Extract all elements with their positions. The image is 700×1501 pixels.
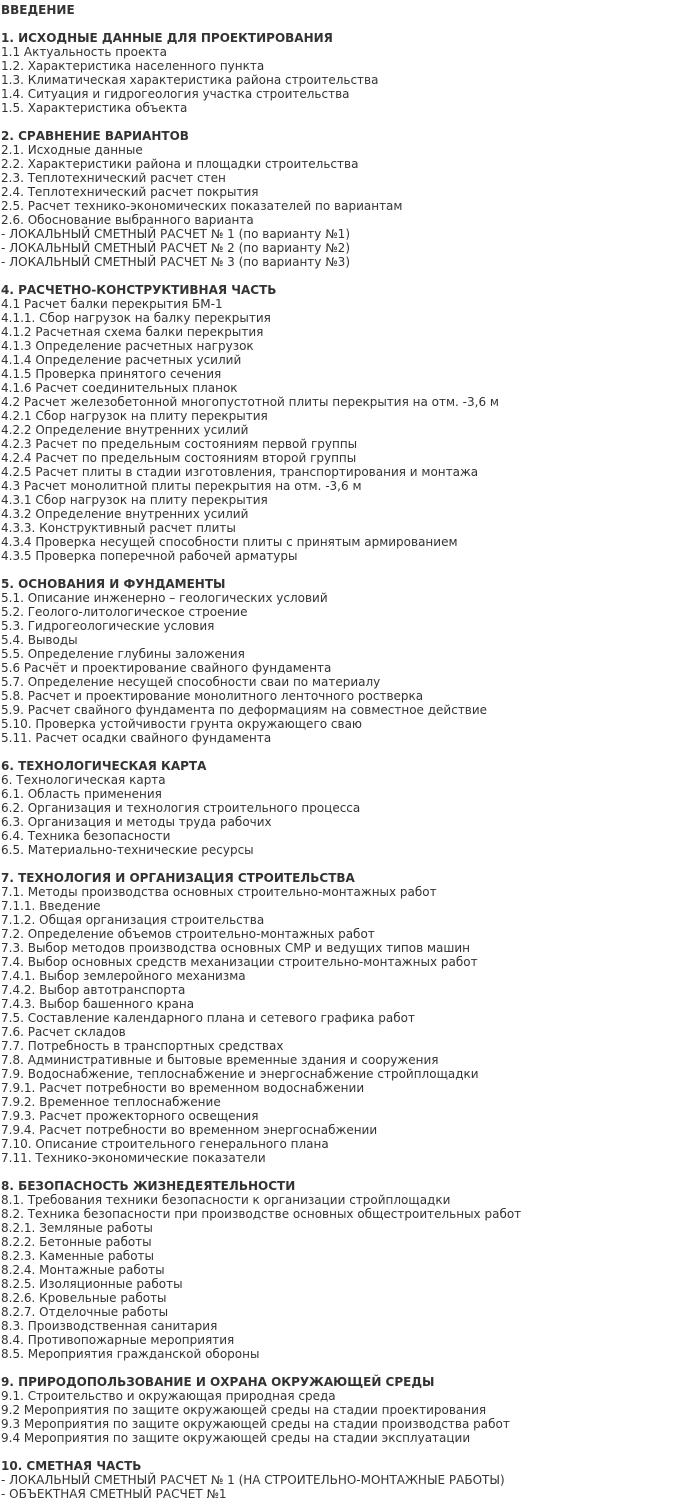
toc-item: 8.2.2. Бетонные работы [1, 1235, 152, 1249]
toc-section [1, 283, 700, 563]
toc-item: 7.10. Описание строительного генерального плана [1, 1137, 329, 1151]
toc-item: 4.3.5 Проверка поперечной рабочей арматуры [1, 549, 298, 563]
toc-item: 4.2.5 Расчет плиты в стадии изготовления, транспортирования и монтажа [1, 465, 479, 479]
toc-section [1, 871, 700, 1165]
toc-item: 5.1. Описание инженерно – геологических условий [1, 591, 328, 605]
toc-item: 5.6 Расчёт и проектирование свайного фундамента [1, 661, 332, 675]
toc-item: 7.9.1. Расчет потребности во временном водоснабжении [1, 1081, 365, 1095]
toc-item: 4.1.2 Расчетная схема балки перекрытия [1, 325, 264, 339]
section-title: 8. БЕЗОПАСНОСТЬ ЖИЗНЕДЕЯТЕЛЬНОСТИ [1, 1179, 296, 1193]
toc-section [1, 129, 700, 269]
toc-item: 5.5. Определение глубины заложения [1, 647, 245, 661]
toc-item: 2.6. Обоснование выбранного варианта [1, 213, 254, 227]
toc-section [1, 31, 700, 115]
toc-item: 8.2.1. Земляные работы [1, 1221, 153, 1235]
toc-item: 4.2.3 Расчет по предельным состояниям первой группы [1, 437, 358, 451]
toc-item: 5.7. Определение несущей способности сваи по материалу [1, 675, 381, 689]
section-title: 1. ИСХОДНЫЕ ДАННЫЕ ДЛЯ ПРОЕКТИРОВАНИЯ [1, 31, 333, 45]
toc-item: 5.10. Проверка устойчивости грунта окружающего сваю [1, 717, 363, 731]
toc-item: 6. Технологическая карта [1, 773, 166, 787]
toc-item: 7.9. Водоснабжение, теплоснабжение и энергоснабжение стройплощадки [1, 1067, 479, 1081]
toc-item: 6.2. Организация и технология строительного процесса [1, 801, 361, 815]
toc-item: 7.1.1. Введение [1, 899, 101, 913]
toc-item: 8.2. Техника безопасности при производстве основных общестроительных работ [1, 1207, 522, 1221]
toc-item: 4.3.2 Определение внутренних усилий [1, 507, 249, 521]
toc-section [1, 1375, 700, 1445]
section-title: 10. СМЕТНАЯ ЧАСТЬ [1, 1459, 142, 1473]
toc-item: 1.4. Ситуация и гидрогеология участка строительства [1, 87, 350, 101]
toc-item: 1.2. Характеристика населенного пункта [1, 59, 265, 73]
section-title: 2. СРАВНЕНИЕ ВАРИАНТОВ [1, 129, 189, 143]
toc-item: 5.3. Гидрогеологические условия [1, 619, 215, 633]
toc-item: - ЛОКАЛЬНЫЙ СМЕТНЫЙ РАСЧЕТ № 1 (по варианту №1) [1, 227, 350, 241]
section-title: 6. ТЕХНОЛОГИЧЕСКАЯ КАРТА [1, 759, 207, 773]
toc-item: 1.1 Актуальность проекта [1, 45, 167, 59]
section-title: 7. ТЕХНОЛОГИЯ И ОРГАНИЗАЦИЯ СТРОИТЕЛЬСТВА [1, 871, 355, 885]
toc-item: 2.4. Теплотехнический расчет покрытия [1, 185, 259, 199]
toc-item: 7.8. Административные и бытовые временные здания и сооружения [1, 1053, 439, 1067]
toc-item: 4.2.2 Определение внутренних усилий [1, 423, 249, 437]
toc-item: 9.4 Мероприятия по защите окружающей среды на стадии эксплуатации [1, 1431, 471, 1445]
toc-item: 7.9.3. Расчет прожекторного освещения [1, 1109, 259, 1123]
toc-item: 4.3.4 Проверка несущей способности плиты с принятым армированием [1, 535, 458, 549]
sections-container [1, 31, 700, 1501]
toc-item: 9.1. Строительство и окружающая природная среда [1, 1389, 336, 1403]
intro-heading: ВВЕДЕНИЕ [1, 3, 75, 17]
toc-section [1, 1179, 700, 1361]
toc-item: 4.1.6 Расчет соединительных планок [1, 381, 238, 395]
toc-item: - ОБЪЕКТНАЯ СМЕТНЫЙ РАСЧЕТ №1 [1, 1487, 227, 1501]
toc-item: 8.4. Противопожарные мероприятия [1, 1333, 235, 1347]
toc-item: 4.1 Расчет балки перекрытия БМ-1 [1, 297, 223, 311]
toc-item: 5.2. Геолого-литологическое строение [1, 605, 248, 619]
toc-item: 2.2. Характеристики района и площадки строительства [1, 157, 359, 171]
toc-item: 6.4. Техника безопасности [1, 829, 171, 843]
toc-item: 8.3. Производственная санитария [1, 1319, 218, 1333]
toc-item: 1.5. Характеристика объекта [1, 101, 188, 115]
section-title: 5. ОСНОВАНИЯ И ФУНДАМЕНТЫ [1, 577, 226, 591]
toc-item: 6.1. Область применения [1, 787, 162, 801]
toc-item: 2.1. Исходные данные [1, 143, 143, 157]
toc-item: 2.3. Теплотехнический расчет стен [1, 171, 226, 185]
toc-item: 4.2 Расчет железобетонной многопустотной плиты перекрытия на отм. -3,6 м [1, 395, 499, 409]
toc-item: - ЛОКАЛЬНЫЙ СМЕТНЫЙ РАСЧЕТ № 3 (по варианту №3) [1, 255, 350, 269]
section-title: 4. РАСЧЕТНО-КОНСТРУКТИВНАЯ ЧАСТЬ [1, 283, 277, 297]
toc-section [1, 759, 700, 857]
toc-item: 9.3 Мероприятия по защите окружающей среды на стадии производства работ [1, 1417, 510, 1431]
toc-item: 7.1. Методы производства основных строительно-монтажных работ [1, 885, 437, 899]
toc-item: 8.2.7. Отделочные работы [1, 1305, 169, 1319]
toc-item: 7.7. Потребность в транспортных средствах [1, 1039, 284, 1053]
toc-item: 5.4. Выводы [1, 633, 78, 647]
toc-item: 7.4.2. Выбор автотранспорта [1, 983, 186, 997]
toc-item: 7.9.4. Расчет потребности во временном энергоснабжении [1, 1123, 378, 1137]
toc-item: 6.3. Организация и методы труда рабочих [1, 815, 272, 829]
toc-item: 7.3. Выбор методов производства основных СМР и ведущих типов машин [1, 941, 471, 955]
toc-item: 6.5. Материально-технические ресурсы [1, 843, 254, 857]
toc-item: 4.3.3. Конструктивный расчет плиты [1, 521, 236, 535]
toc-item: 8.2.5. Изоляционные работы [1, 1277, 183, 1291]
toc-item: - ЛОКАЛЬНЫЙ СМЕТНЫЙ РАСЧЕТ № 1 (НА СТРОИТЕЛЬНО-МОНТАЖНЫЕ РАБОТЫ) [1, 1473, 505, 1487]
toc-item: 4.1.4 Определение расчетных усилий [1, 353, 242, 367]
toc-section [1, 577, 700, 745]
toc-item: 5.8. Расчет и проектирование монолитного ленточного ростверка [1, 689, 424, 703]
toc-item: 4.2.1 Сбор нагрузок на плиту перекрытия [1, 409, 268, 423]
toc-item: 8.5. Мероприятия гражданской обороны [1, 1347, 260, 1361]
toc-item: 4.3 Расчет монолитной плиты перекрытия на отм. -3,6 м [1, 479, 362, 493]
toc-section [1, 1459, 700, 1501]
toc-item: 8.1. Требования техники безопасности к организации стройплощадки [1, 1193, 451, 1207]
toc-item: 4.3.1 Сбор нагрузок на плиту перекрытия [1, 493, 268, 507]
toc-item: 8.2.4. Монтажные работы [1, 1263, 165, 1277]
toc-item: 7.5. Составление календарного плана и сетевого графика работ [1, 1011, 415, 1025]
toc-item: 2.5. Расчет технико-экономических показателей по вариантам [1, 199, 403, 213]
toc-item: 7.4.3. Выбор башенного крана [1, 997, 195, 1011]
toc-item: 7.9.2. Временное теплоснабжение [1, 1095, 221, 1109]
toc-item: - ЛОКАЛЬНЫЙ СМЕТНЫЙ РАСЧЕТ № 2 (по варианту №2) [1, 241, 350, 255]
toc-item: 5.9. Расчет свайного фундамента по деформациям на совместное действие [1, 703, 488, 717]
toc-item: 4.1.5 Проверка принятого сечения [1, 367, 222, 381]
toc-item: 4.1.3 Определение расчетных нагрузок [1, 339, 254, 353]
toc-item: 8.2.3. Каменные работы [1, 1249, 155, 1263]
toc-item: 4.2.4 Расчет по предельным состояниям второй группы [1, 451, 357, 465]
toc-item: 5.11. Расчет осадки свайного фундамента [1, 731, 272, 745]
toc-item: 7.11. Технико-экономические показатели [1, 1151, 266, 1165]
toc-item: 1.3. Климатическая характеристика района строительства [1, 73, 379, 87]
toc-item: 7.4. Выбор основных средств механизации строительно-монтажных работ [1, 955, 478, 969]
section-title: 9. ПРИРОДОПОЛЬЗОВАНИЕ И ОХРАНА ОКРУЖАЮЩЕЙ СРЕДЫ [1, 1375, 435, 1389]
toc-item: 7.2. Определение объемов строительно-монтажных работ [1, 927, 375, 941]
toc-item: 4.1.1. Сбор нагрузок на балку перекрытия [1, 311, 271, 325]
toc-item: 8.2.6. Кровельные работы [1, 1291, 167, 1305]
toc-item: 7.1.2. Общая организация строительства [1, 913, 265, 927]
toc-item: 9.2 Мероприятия по защите окружающей среды на стадии проектирования [1, 1403, 487, 1417]
toc-item: 7.4.1. Выбор землеройного механизма [1, 969, 246, 983]
toc-item: 7.6. Расчет складов [1, 1025, 126, 1039]
